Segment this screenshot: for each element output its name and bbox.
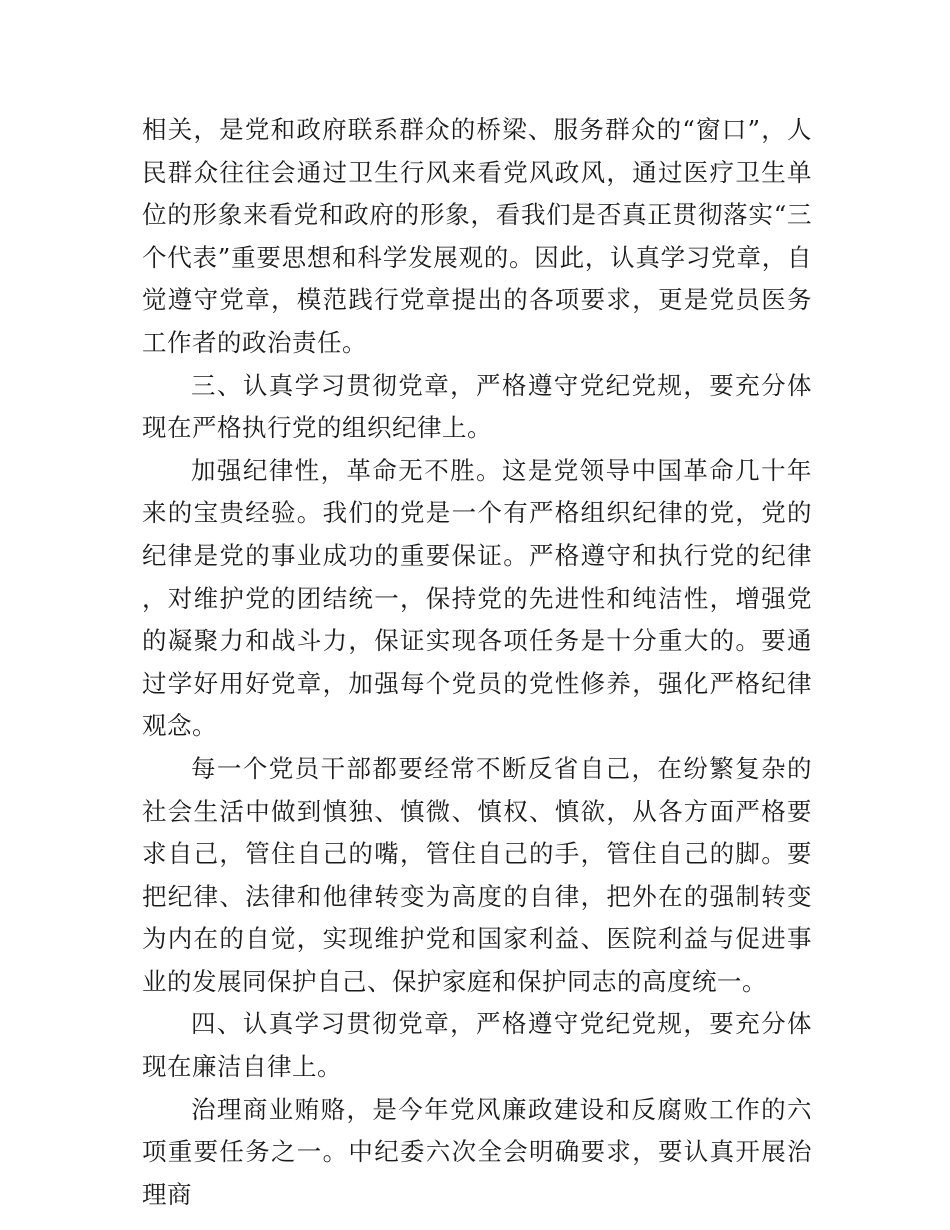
paragraph-4: 每一个党员干部都要经常不断反省自己，在纷繁复杂的社会生活中做到慎独、慎微、慎权、慎欲，从各方面严格要求自己，管住自己的嘴，管住自己的手，管住自己的脚。要把纪律、法律和他律转变为高度的自律，把外在的强制转变为内在的自觉，实现维护党和国家利益、医院利益与促进事业的发展同保护自己、保护家庭和保护同志的高度统一。 bbox=[142, 753, 812, 996]
paragraph-1: 相关，是党和政府联系群众的桥梁、服务群众的“窗口”，人民群众往往会通过卫生行风来看党风政风，通过医疗卫生单位的形象来看党和政府的形象，看我们是否真正贯彻落实“三个代表”重要思想和科学发展观的。因此，认真学习党章，自觉遵守党章，模范践行党章提出的各项要求，更是党员医务工作者的政治责任。 bbox=[142, 115, 812, 357]
paragraph-6: 治理商业贿赂，是今年党风廉政建设和反腐败工作的六项重要任务之一。中纪委六次全会明确要求，要认真开展治理商 bbox=[142, 1094, 812, 1209]
document-body bbox=[142, 109, 812, 1216]
paragraph-5-heading: 四、认真学习贯彻党章，严格遵守党纪党规，要充分体现在廉洁自律上。 bbox=[142, 1009, 812, 1082]
paragraph-3: 加强纪律性，革命无不胜。这是党领导中国革命几十年来的宝贵经验。我们的党是一个有严格组织纪律的党，党的纪律是党的事业成功的重要保证。严格遵守和执行党的纪律，对维护党的团结统一，保持党的先进性和纯洁性，增强党的凝聚力和战斗力，保证实现各项任务是十分重大的。要通过学好用好党章，加强每个党员的党性修养，强化严格纪律观念。 bbox=[142, 455, 812, 741]
paragraph-2-heading: 三、认真学习贯彻党章，严格遵守党纪党规，要充分体现在严格执行党的组织纪律上。 bbox=[142, 370, 812, 443]
